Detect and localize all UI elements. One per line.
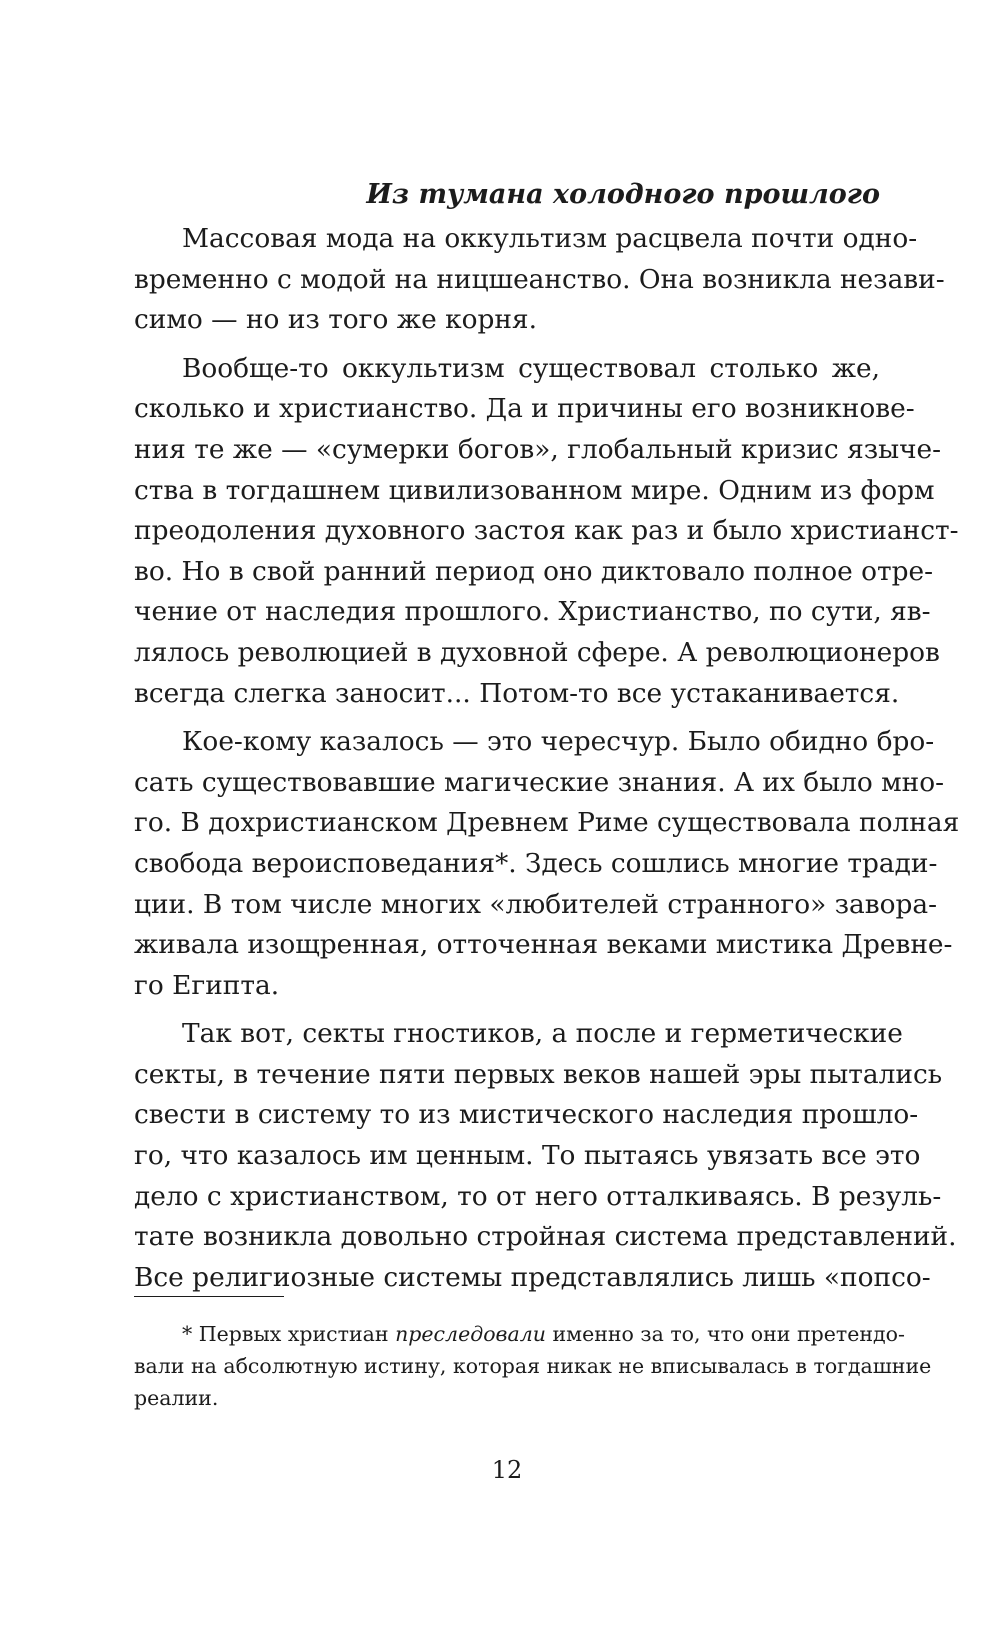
footnote-divider [134, 1296, 284, 1297]
text-line: сколько и христианство. Да и причины его возникнове- [134, 393, 915, 425]
footnote-prefix: * Первых христиан [182, 1322, 396, 1346]
footnote-line: реалии. [134, 1386, 219, 1410]
paragraph-1 [134, 219, 945, 341]
text-line: ния те же — «сумерки богов», глобальный кризис язычe- [134, 433, 942, 465]
text-line: живала изощренная, отточенная веками мистика Древне- [134, 929, 953, 961]
text-line: го Египта. [134, 969, 280, 1001]
text-line: преодоления духовного застоя как раз и было христианст- [134, 515, 959, 547]
footnote-line [134, 1318, 905, 1350]
text-line: Так вот, секты гностиков, а после и герметические [182, 1018, 903, 1050]
text-line: сать существовавшие магические знания. А их было мно- [134, 766, 945, 798]
text-line: ства в тогдашнем цивилизованном мире. Одним из форм [134, 474, 935, 506]
text-line: чение от наследия прошлого. Христианство, по сути, яв- [134, 596, 931, 628]
footnote-emphasis: преследовали [395, 1322, 546, 1346]
text-line: го, что казалось им ценным. То пытаясь увязать все это [134, 1140, 921, 1172]
text-line: дело с христианством, то от него отталкиваясь. В резуль- [134, 1180, 942, 1212]
text-line: Кое-кому казалось — это чересчур. Было обидно бро- [182, 726, 935, 758]
text-line: свобода вероисповедания*. Здесь сошлись многие тради- [134, 847, 938, 879]
paragraph-2 [134, 349, 959, 714]
text-line: симо — но из того же корня. [134, 304, 537, 336]
text-line: лялось революцией в духовной сфере. А революционеров [134, 636, 940, 668]
footnote [134, 1318, 932, 1414]
paragraph-4 [134, 1014, 957, 1298]
text-line: во. Но в свой ранний период оно диктовало полное отре- [134, 555, 934, 587]
text-line: Все религиозные системы представлялись лишь «попсо- [134, 1261, 931, 1293]
paragraph-3 [134, 722, 960, 1006]
text-line: го. В дохристианском Древнем Риме существовала полная [134, 807, 960, 839]
text-line: ции. В том числе многих «любителей странного» завора- [134, 888, 938, 920]
text-line: временно с модой на ницшеанство. Она возникла незави- [134, 263, 945, 295]
footnote-line-rest: именно за то, что они претендо- [545, 1322, 905, 1346]
footnote-line: вали на абсолютную истину, которая никак не вписывалась в тогдашние [134, 1354, 932, 1378]
text-line: Вообще-то оккультизм существовал столько же, [182, 352, 880, 384]
text-line: свести в систему то из мистического наследия прошло- [134, 1099, 919, 1131]
text-line: секты, в течение пяти первых веков нашей эры пытались [134, 1058, 943, 1090]
text-line: всегда слегка заносит... Потом-то все устаканивается. [134, 677, 900, 709]
page-number: 12 [491, 1456, 523, 1484]
running-head: Из тумана холодного прошлого [366, 179, 880, 210]
body-text [134, 219, 960, 1298]
text-line: Массовая мода на оккультизм расцвела почти одно- [182, 223, 918, 254]
text-line: тате возникла довольно стройная система представлений. [134, 1221, 957, 1253]
